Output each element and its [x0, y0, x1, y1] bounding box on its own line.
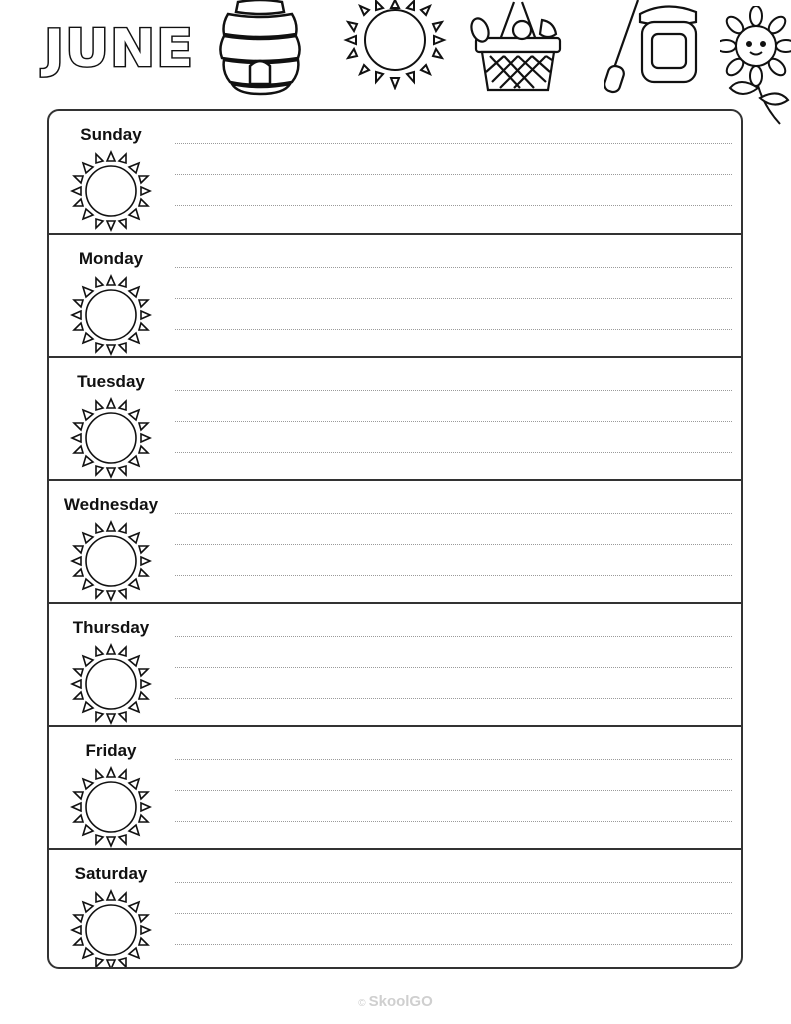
writing-line[interactable]: [175, 421, 732, 422]
day-label: Monday: [78, 249, 144, 268]
copyright-symbol: ©: [358, 998, 366, 1009]
day-label: Thursday: [72, 618, 150, 637]
day-row-tuesday: [49, 356, 741, 479]
beehive-icon: [214, 0, 306, 96]
writing-line[interactable]: [175, 913, 732, 914]
day-row-monday: [49, 233, 741, 356]
watermark: [0, 993, 791, 1010]
writing-line[interactable]: [175, 575, 732, 576]
day-label: Sunday: [80, 125, 142, 144]
writing-line[interactable]: [175, 698, 732, 699]
writing-line[interactable]: [175, 759, 732, 760]
sun-icon: [342, 0, 448, 90]
writing-line[interactable]: [175, 205, 732, 206]
day-label: Saturday: [74, 864, 148, 883]
writing-line[interactable]: [175, 821, 732, 822]
sunflower-icon: [720, 6, 791, 126]
day-row-friday: [49, 725, 741, 848]
sun-icon: [69, 888, 153, 969]
writing-line[interactable]: [175, 636, 732, 637]
picnic-basket-icon: [470, 0, 566, 96]
writing-line[interactable]: [175, 944, 732, 945]
sun-icon: [69, 273, 153, 357]
page-title: JUNE: [44, 18, 195, 79]
sun-icon: [69, 642, 153, 726]
sun-icon: [69, 149, 153, 233]
weekly-planner: [47, 109, 743, 969]
day-label: Tuesday: [77, 372, 145, 391]
day-row-wednesday: [49, 479, 741, 602]
sun-icon: [69, 765, 153, 849]
sun-icon: [69, 519, 153, 603]
writing-line[interactable]: [175, 390, 732, 391]
writing-line[interactable]: [175, 882, 732, 883]
writing-line[interactable]: [175, 544, 732, 545]
writing-line[interactable]: [175, 452, 732, 453]
honey-jar-icon: [604, 0, 700, 94]
day-label: Wednesday: [63, 495, 159, 514]
writing-line[interactable]: [175, 267, 732, 268]
writing-line[interactable]: [175, 513, 732, 514]
writing-line[interactable]: [175, 667, 732, 668]
brand-name: SkoolGO: [368, 993, 433, 1010]
sun-icon: [69, 396, 153, 480]
writing-line[interactable]: [175, 298, 732, 299]
writing-line[interactable]: [175, 174, 732, 175]
writing-line[interactable]: [175, 329, 732, 330]
writing-line[interactable]: [175, 143, 732, 144]
day-label: Friday: [85, 741, 137, 760]
day-row-saturday: [49, 848, 741, 969]
writing-line[interactable]: [175, 790, 732, 791]
day-row-thursday: [49, 602, 741, 725]
day-row-sunday: [49, 111, 741, 234]
